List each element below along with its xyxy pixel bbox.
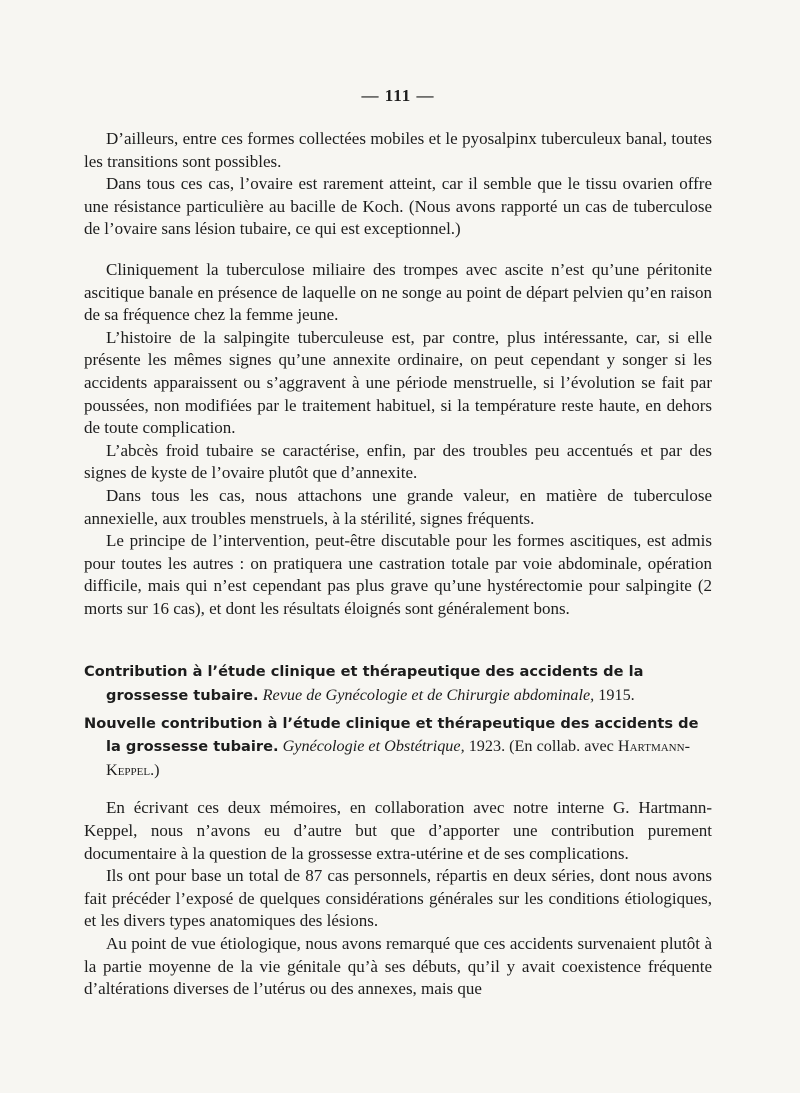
reference-collab-author: Hartmann-Keppel <box>106 737 690 779</box>
paragraph: D’ailleurs, entre ces formes collectées mobiles et le pyosalpinx tuberculeux banal, toutes les transitions sont possibles. <box>84 129 712 171</box>
reference-entry <box>84 660 712 707</box>
paragraph: Dans tous ces cas, l’ovaire est rarement atteint, car il semble que le tissu ovarien offre une résistance particulière au bacille de Koch. (Nous avons rapporté un cas de tuberculose de l’ovaire sans lésion tubaire, ce qui est exceptionnel.) <box>84 174 712 239</box>
reference-title: Contribution à l’étude clinique et thérapeutique des accidents de la grossesse tubaire. <box>84 663 644 705</box>
references-section <box>84 660 712 781</box>
reference-journal: Revue de Gynécologie et de Chirurgie abdominale, <box>262 686 595 705</box>
body-text-bottom <box>84 797 712 1000</box>
body-text-top <box>84 128 712 620</box>
paragraph: L’histoire de la salpingite tuberculeuse est, par contre, plus intéressante, car, si elle présente les mêmes signes qu’une annexite ordinaire, on peut cependant y songer si les accidents apparaissent ou s’aggravent à une période menstruelle, si l’évolution se fait par poussées, non modifiées par le traitement habituel, si la température reste haute, en dehors de toute complication. <box>84 327 712 438</box>
reference-entry <box>84 712 712 782</box>
reference-journal: Gynécologie et Obstétrique, <box>282 737 465 756</box>
paragraph: Dans tous les cas, nous attachons une grande valeur, en matière de tuberculose annexielle, aux troubles menstruels, à la stérilité, signes fréquents. <box>84 485 712 528</box>
paragraph: En écrivant ces deux mémoires, en collaboration avec notre interne G. Hartmann-Keppel, nous n’avons eu d’autre but que d’apporter une contribution purement documentaire à la question de la grossesse extra-utérine et de ses complications. <box>84 798 712 863</box>
paragraph: L’abcès froid tubaire se caractérise, enfin, par des troubles peu accentués et par des signes de kyste de l’ovaire plutôt que d’annexite. <box>84 440 712 483</box>
reference-year: 1923. <box>468 737 506 756</box>
paragraph: Au point de vue étiologique, nous avons remarqué que ces accidents survenaient plutôt à la partie moyenne de la vie génitale qu’à ses débuts, qu’il y avait coexistence fréquente d’altérations diverses de l’utérus ou des annexes, mais que <box>84 934 712 999</box>
paragraph: Le principe de l’intervention, peut-être discutable pour les formes ascitiques, est admis pour toutes les autres : on pratiquera une castration totale par voie abdominale, opération difficile, mais qui n’est cependant pas plus grave qu’une hystérectomie pour salpingite (2 morts sur 16 cas), et dont les résultats éloignés sont généralement bons. <box>84 531 712 618</box>
reference-title: Nouvelle contribution à l’étude clinique et thérapeutique des accidents de la grossesse tubaire. <box>84 714 699 756</box>
reference-collab-prefix: (En collab. avec <box>509 737 614 756</box>
reference-year: 1915. <box>598 686 635 705</box>
page-number: — 111 — <box>361 86 435 105</box>
reference-collab-suffix: .) <box>150 760 160 779</box>
paragraph: Ils ont pour base un total de 87 cas personnels, répartis en deux séries, dont nous avons fait précéder l’exposé de quelques considérations générales sur les conditions étiologiques, et les divers types anatomiques des lésions. <box>84 866 712 931</box>
paragraph: Cliniquement la tuberculose miliaire des trompes avec ascite n’est qu’une péritonite ascitique banale en présence de laquelle on ne songe au point de départ pelvien qu’en raison de sa fréquence chez la femme jeune. <box>84 259 712 325</box>
